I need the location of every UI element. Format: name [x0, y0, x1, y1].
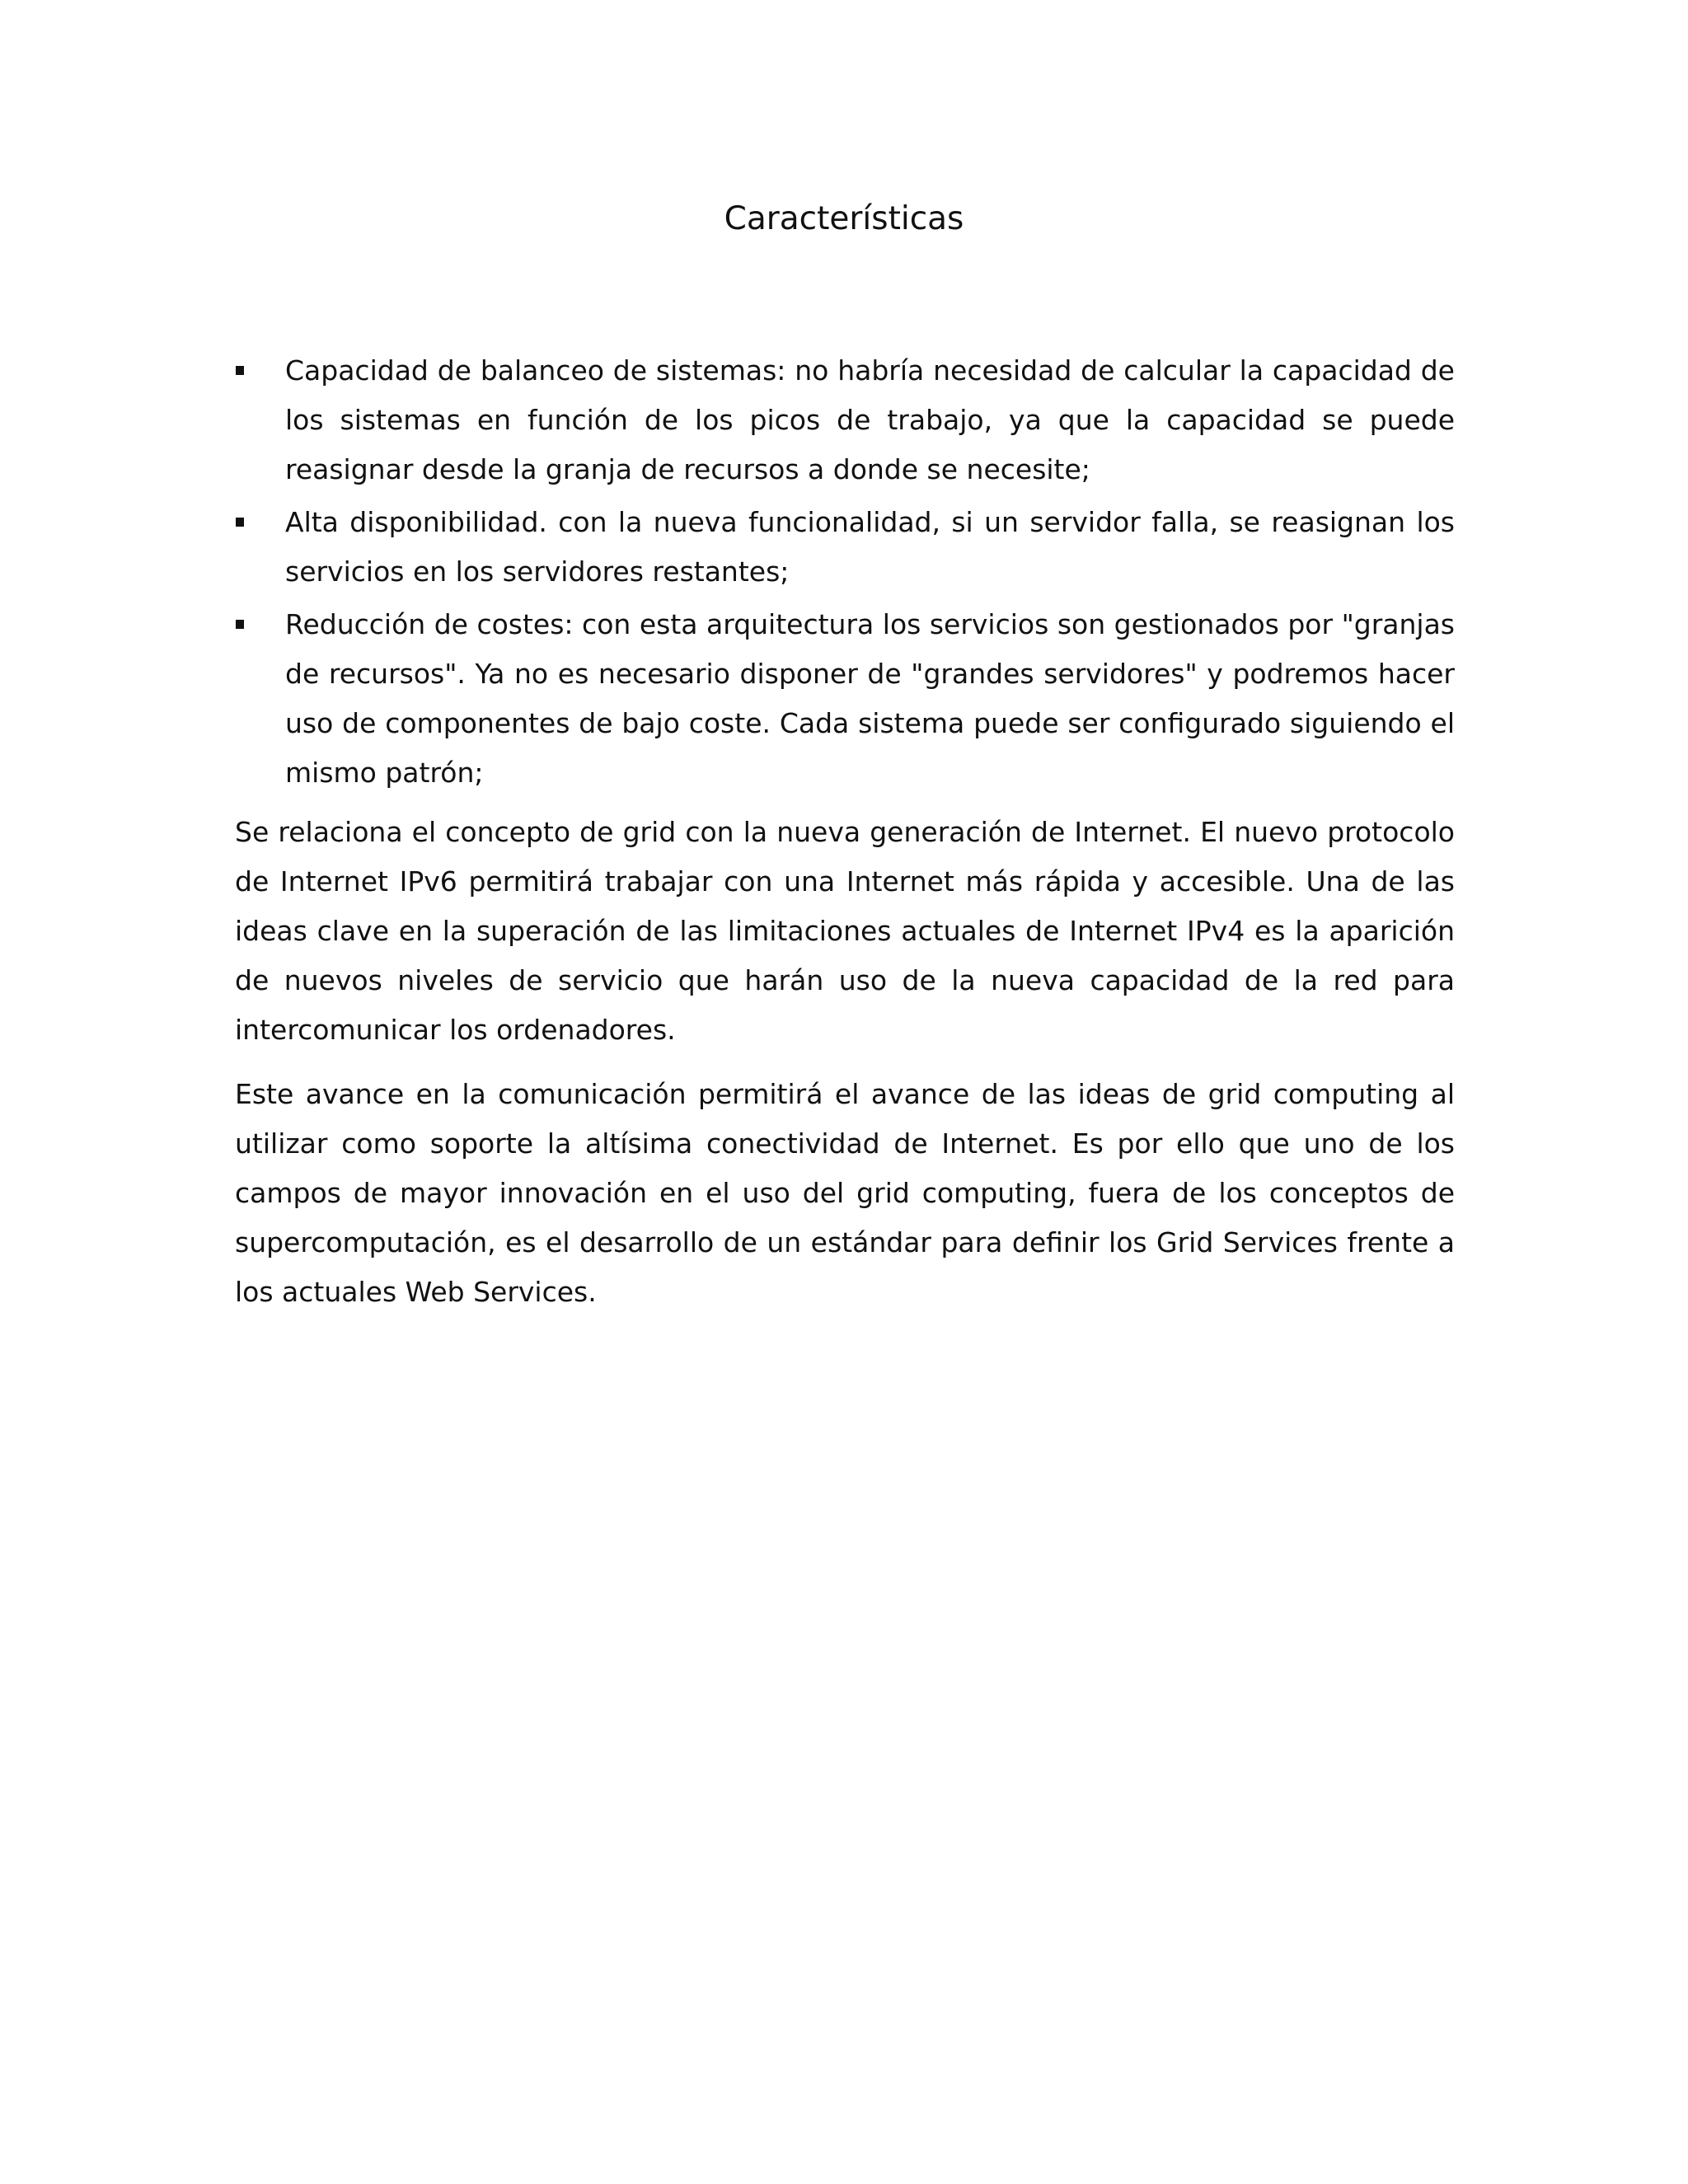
feature-list [235, 346, 1455, 798]
list-item-costes [235, 600, 1455, 798]
document-body [235, 346, 1455, 1317]
square-bullet-icon [236, 518, 244, 527]
square-bullet-icon [236, 620, 244, 629]
paragraph-grid-services: Este avance en la comunicación permitirá el avance de las ideas de grid computing al utilizar como soporte la altísima conectividad de Internet. Es por ello que uno de los campos de mayor innovación en el uso del grid computing, fuera de los conceptos de supercomputación, es el desarrollo de un estándar para definir los Grid Services frente a los actuales Web Services. [235, 1078, 1455, 1308]
list-item-balanceo [235, 346, 1455, 494]
list-item-text: Reducción de costes: con esta arquitectura los servicios son gestionados por "granjas de recursos". Ya no es necesario disponer de "grandes servidores" y podremos hacer uso de componentes de bajo coste. Cada sistema puede ser configurado siguiendo el mismo patrón; [285, 608, 1455, 789]
square-bullet-icon [236, 366, 244, 375]
paragraph-internet: Se relaciona el concepto de grid con la nueva generación de Internet. El nuevo protocolo de Internet IPv6 permitirá trabajar con una Internet más rápida y accesible. Una de las ideas clave en la superación de las limitaciones actuales de Internet IPv4 es la aparición de nuevos niveles de servicio que harán uso de la nueva capacidad de la red para intercomunicar los ordenadores. [235, 816, 1455, 1046]
page-title: Características [724, 200, 964, 237]
list-item-disponibilidad [235, 498, 1455, 597]
list-item-text: Capacidad de balanceo de sistemas: no habría necesidad de calcular la capacidad de los sistemas en función de los picos de trabajo, ya que la capacidad se puede reasignar desde la granja de recursos a donde se necesite; [285, 354, 1455, 485]
list-item-text: Alta disponibilidad. con la nueva funcionalidad, si un servidor falla, se reasignan los servicios en los servidores restantes; [285, 506, 1455, 588]
